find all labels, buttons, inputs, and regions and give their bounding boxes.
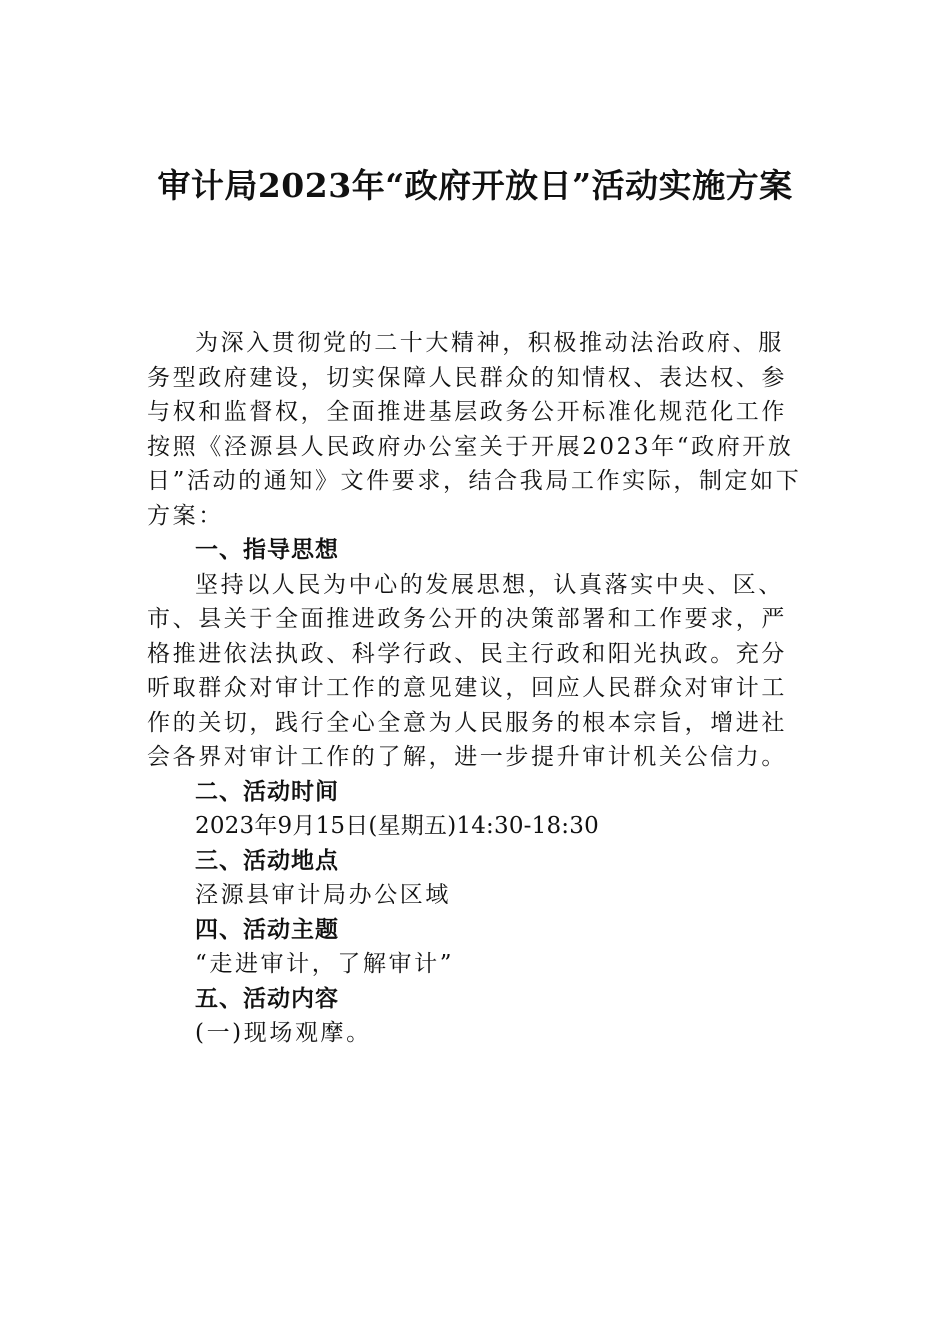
document-title: 审计局2023年“政府开放日”活动实施方案 <box>157 166 793 205</box>
section-heading-guiding-thought: 一、指导思想 <box>195 537 339 563</box>
document-body <box>147 326 807 1051</box>
section-text-guiding-thought: 坚持以人民为中心的发展思想，认真落实中央、区、市、县关于全面推进政务公开的决策部署和工作要求，严格推进依法执政、科学行政、民主行政和阳光执政。充分听取群众对审计工作的意见建议，回应人民群众对审计工作的关切，践行全心全意为人民服务的根本宗旨，增进社会各界对审计工作的了解，进一步提升审计机关公信力。 <box>147 571 787 770</box>
section-text-activity-location: 泾源县审计局办公区域 <box>195 882 451 908</box>
intro-paragraph: 为深入贯彻党的二十大精神，积极推动法治政府、服务型政府建设，切实保障人民群众的知情权、表达权、参与权和监督权，全面推进基层政务公开标准化规范化工作按照《泾源县人民政府办公室关于开展2023年“政府开放日”活动的通知》文件要求，结合我局工作实际，制定如下方案： <box>147 330 802 529</box>
section-text-activity-theme: “走进审计，了解审计” <box>195 951 455 977</box>
section-text-activity-time: 2023年9月15日(星期五)14:30-18:30 <box>195 813 599 839</box>
section-heading-activity-location: 三、活动地点 <box>195 847 339 874</box>
section-heading-activity-content: 五、活动内容 <box>195 985 339 1012</box>
section-heading-activity-time: 二、活动时间 <box>195 778 339 805</box>
section-text-activity-content: (一)现场观摩。 <box>195 1020 372 1046</box>
section-heading-activity-theme: 四、活动主题 <box>195 916 339 943</box>
